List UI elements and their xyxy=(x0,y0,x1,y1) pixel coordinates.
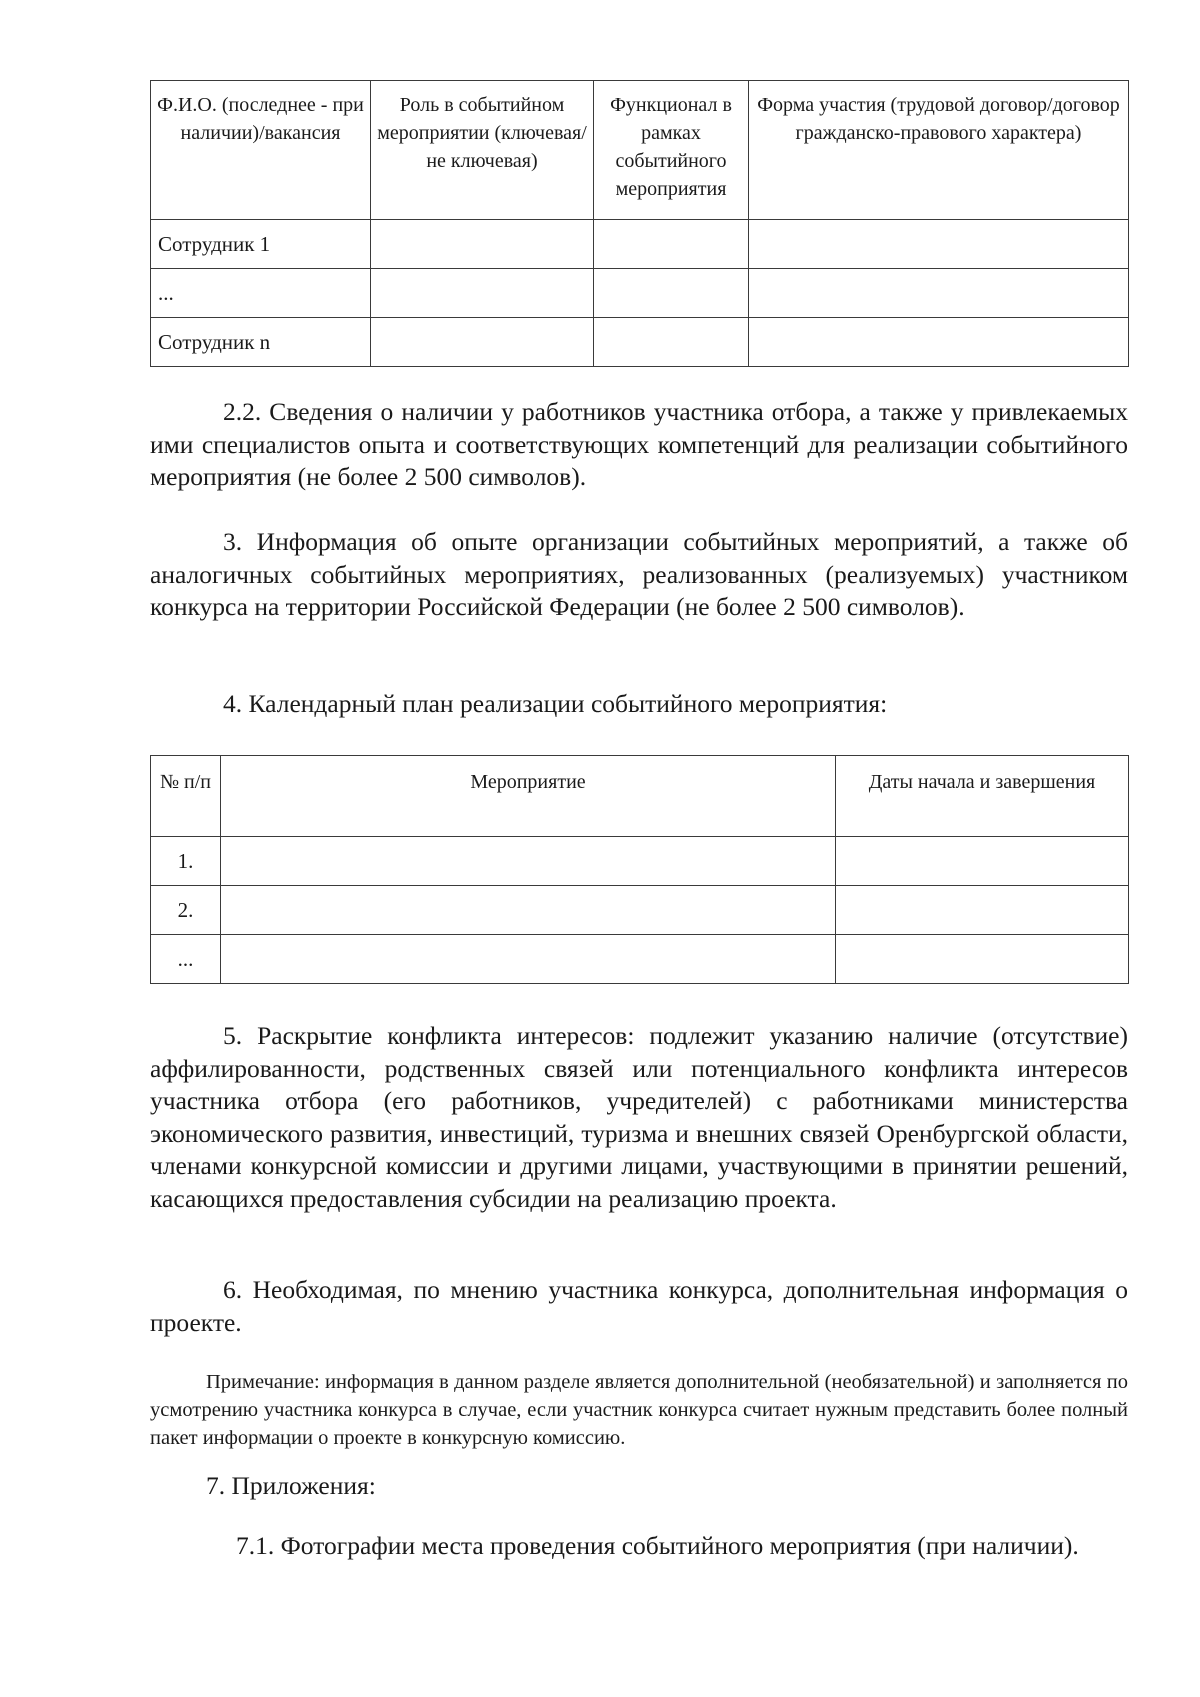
table-cell xyxy=(594,269,749,318)
table-cell xyxy=(371,220,594,269)
table-cell xyxy=(371,318,594,367)
header-participation-form: Форма участия (трудовой договор/договор гражданско-правового характера) xyxy=(749,81,1129,220)
header-number: № п/п xyxy=(151,756,221,837)
table-cell: 1. xyxy=(151,837,221,886)
table-cell: ... xyxy=(151,269,371,318)
paragraph-7: 7. Приложения: xyxy=(206,1471,376,1500)
staff-table xyxy=(150,80,1129,367)
table-cell: Сотрудник n xyxy=(151,318,371,367)
paragraph-2-2: 2.2. Сведения о наличии у работников участника отбора, а также у привлекаемых ими специалистов опыта и соответствующих компетенций для реализации событийного мероприятия (не более 2 500 символов). xyxy=(150,397,1128,491)
table-cell xyxy=(221,935,836,984)
table-row xyxy=(151,935,1129,984)
paragraph-3: 3. Информация об опыте организации событийных мероприятий, а также об аналогичных событийных мероприятиях, реализованных (реализуемых) участником конкурса на территории Российской Федерации (не более 2 500 символов). xyxy=(150,527,1128,621)
note-paragraph: Примечание: информация в данном разделе является дополнительной (необязательной) и заполняется по усмотрению участника конкурса в случае, если участник конкурса считает нужным представить более полный пакет информации о проекте в конкурсную комиссию. xyxy=(150,1371,1128,1449)
table-header-row xyxy=(151,81,1129,220)
table-cell: Сотрудник 1 xyxy=(151,220,371,269)
table-cell xyxy=(221,886,836,935)
table-cell xyxy=(836,886,1129,935)
table-cell xyxy=(594,318,749,367)
paragraph-7-1: 7.1. Фотографии места проведения событийного мероприятия (при наличии). xyxy=(236,1531,1079,1560)
table-cell xyxy=(594,220,749,269)
paragraph-4: 4. Календарный план реализации событийного мероприятия: xyxy=(223,689,888,718)
table-row xyxy=(151,837,1129,886)
header-role: Роль в событийном мероприятии (ключевая/не ключевая) xyxy=(371,81,594,220)
header-dates: Даты начала и завершения xyxy=(836,756,1129,837)
table-cell: 2. xyxy=(151,886,221,935)
table-cell xyxy=(836,837,1129,886)
paragraph-6: 6. Необходимая, по мнению участника конкурса, дополнительная информация о проекте. xyxy=(150,1275,1128,1337)
header-fio: Ф.И.О. (последнее - при наличии)/вакансия xyxy=(151,81,371,220)
table-cell xyxy=(836,935,1129,984)
header-function: Функционал в рамках событийного мероприятия xyxy=(594,81,749,220)
table-cell xyxy=(371,269,594,318)
table-row xyxy=(151,886,1129,935)
table-cell: ... xyxy=(151,935,221,984)
table-cell xyxy=(749,318,1129,367)
table-cell xyxy=(749,269,1129,318)
header-event: Мероприятие xyxy=(221,756,836,837)
table-cell xyxy=(749,220,1129,269)
table-header-row xyxy=(151,756,1129,837)
table-row xyxy=(151,269,1129,318)
table-cell xyxy=(221,837,836,886)
table-row xyxy=(151,318,1129,367)
paragraph-5: 5. Раскрытие конфликта интересов: подлежит указанию наличие (отсутствие) аффилированности, родственных связей или потенциального конфликта интересов участника отбора (его работников, учредителей) с работниками министерства экономического развития, инвестиций, туризма и внешних связей Оренбургской области, членами конкурсной комиссии и другими лицами, участвующими в принятии решений, касающихся предоставления субсидии на реализацию проекта. xyxy=(150,1021,1128,1213)
calendar-plan-table xyxy=(150,755,1129,984)
table-row xyxy=(151,220,1129,269)
